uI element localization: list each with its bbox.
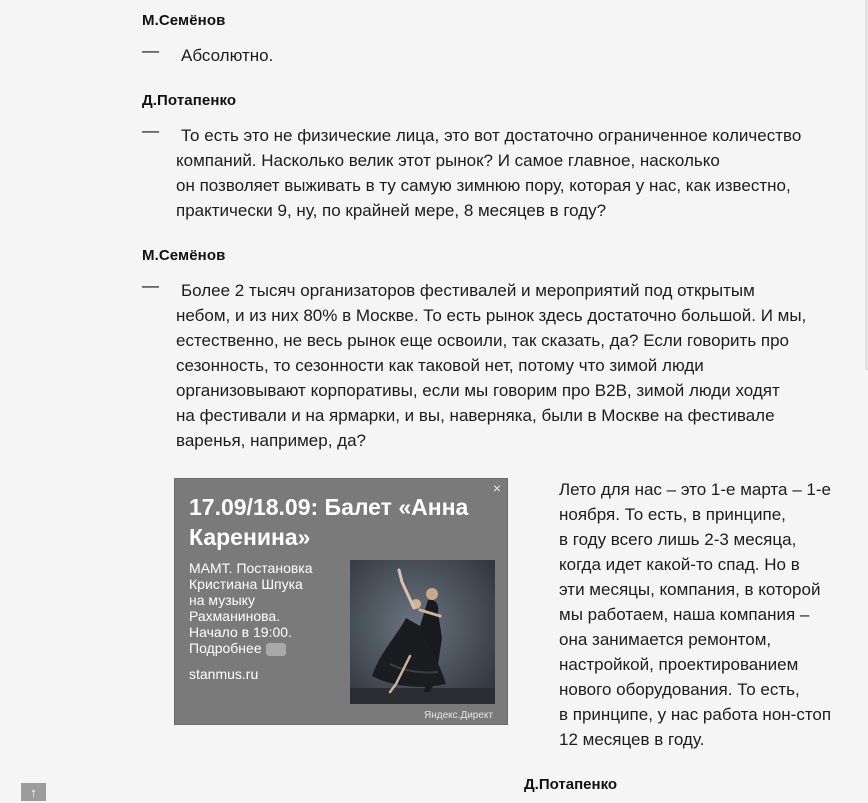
- paragraph-line: 12 месяцев в году.: [559, 730, 705, 749]
- paragraph-line: практически 9, ну, по крайней мере, 8 месяцев в году?: [176, 201, 607, 220]
- ad-title[interactable]: [189, 492, 499, 552]
- dialogue-paragraph-continued: [559, 477, 831, 752]
- paragraph-line: организовывают корпоративы, если мы говорим про B2B, зимой люди ходят: [176, 381, 780, 400]
- ad-more-line[interactable]: [189, 640, 313, 656]
- paragraph-line: ноября. То есть, в принципе,: [559, 505, 786, 524]
- paragraph-line: когда идет какой-то спад. Но в: [559, 555, 800, 574]
- paragraph-line: компаний. Насколько велик этот рынок? И самое главное, насколько: [176, 151, 720, 170]
- dialogue-paragraph: [176, 278, 806, 453]
- ad-block[interactable]: [174, 478, 508, 725]
- paragraph-line: Более 2 тысяч организаторов фестивалей и мероприятий под открытым: [181, 281, 755, 300]
- paragraph-line: настройкой, проектированием: [559, 655, 799, 674]
- paragraph-line: он позволяет выживать в ту самую зимнюю пору, которая у нас, как известно,: [176, 176, 791, 195]
- paragraph-line: эти месяцы, компания, в которой: [559, 580, 821, 599]
- dialogue-paragraph: [176, 43, 273, 68]
- speaker-name: М.Семёнов: [142, 12, 226, 29]
- paragraph-line: небом, и из них 80% в Москве. То есть рынок здесь достаточно большой. И мы,: [176, 306, 807, 325]
- speaker-name: Д.Потапенко: [142, 92, 237, 109]
- speaker-name: М.Семёнов: [142, 247, 226, 264]
- scroll-to-top-button[interactable]: [21, 783, 46, 801]
- paragraph-line: варенья, например, да?: [176, 431, 366, 450]
- paragraph-line: естественно, не весь рынок еще освоили, так сказать, да? Если говорить про: [176, 331, 790, 350]
- ad-desc-line: МАМТ. Постановка: [189, 560, 313, 576]
- paragraph-line: нового оборудования. То есть,: [559, 680, 800, 699]
- paragraph-line: Абсолютно.: [181, 46, 274, 65]
- paragraph-line: она занимается ремонтом,: [559, 630, 772, 649]
- paragraph-line: в году всего лишь 2-3 месяца,: [559, 530, 797, 549]
- ad-title-line[interactable]: 17.09/18.09: Балет «Анна: [189, 494, 469, 520]
- close-icon[interactable]: ×: [492, 480, 501, 496]
- speaker-name: Д.Потапенко: [524, 776, 618, 793]
- ad-source-label[interactable]: Яндекс.Директ: [424, 710, 493, 721]
- ballet-photo-icon[interactable]: [350, 560, 495, 704]
- dash-marker: —: [142, 41, 159, 60]
- dash-marker: —: [142, 276, 159, 295]
- ballet-photo-graphic: [350, 560, 495, 704]
- more-badge-icon[interactable]: [266, 643, 286, 656]
- arrow-up-icon[interactable]: ↑: [30, 785, 37, 800]
- ad-desc-line: Начало в 19:00.: [189, 624, 292, 640]
- dash-marker: —: [142, 121, 159, 140]
- ad-domain[interactable]: stanmus.ru: [189, 666, 259, 682]
- ad-more-link[interactable]: Подробнее: [189, 640, 262, 656]
- ad-description: [189, 560, 313, 656]
- dialogue-paragraph: [176, 123, 801, 223]
- paragraph-line: на фестивали и на ярмарки, и вы, наверняка, были в Москве на фестивале: [176, 406, 775, 425]
- ad-desc-line: Рахманинова.: [189, 608, 281, 624]
- ad-desc-line: на музыку: [189, 592, 255, 608]
- paragraph-line: сезонность, то сезонности как таковой нет, потому что зимой люди: [176, 356, 704, 375]
- paragraph-line: То есть это не физические лица, это вот достаточно ограниченное количество: [181, 126, 802, 145]
- ad-title-line[interactable]: Каренина»: [189, 524, 311, 550]
- ad-desc-line: Кристиана Шпука: [189, 576, 303, 592]
- paragraph-line: в принципе, у нас работа нон-стоп: [559, 705, 832, 724]
- paragraph-line: Лето для нас – это 1-е марта – 1-е: [559, 480, 831, 499]
- paragraph-line: мы работаем, наша компания –: [559, 605, 810, 624]
